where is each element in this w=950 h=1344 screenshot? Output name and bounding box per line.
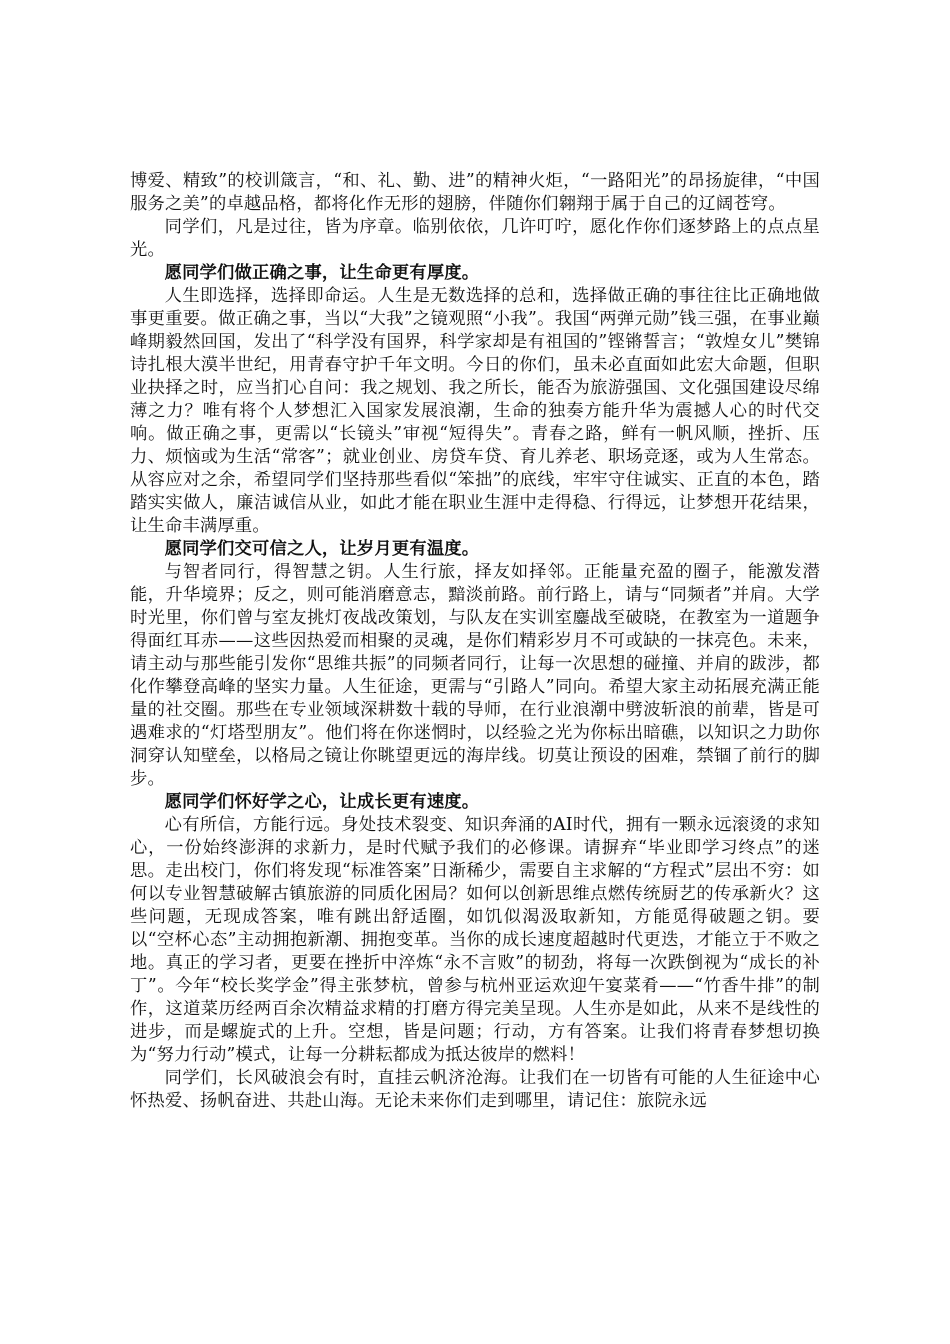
document-body	[130, 170, 820, 1113]
paragraph-closing: 同学们，长风破浪会有时，直挂云帆济沧海。让我们在一切皆有可能的人生征途中心怀热爱、扬帆奋进、共赴山海。无论未来你们走到哪里，请记住：旅院永远	[130, 1068, 820, 1111]
paragraph-trustworthy-friends: 与智者同行，得智慧之钥。人生行旅，择友如择邻。正能量充盈的圈子，能激发潜能，升华境界；反之，则可能消磨意志，黯淡前路。前行路上，请与“同频者”并肩。大学时光里，你们曾与室友挑灯夜战改策划，与队友在实训室鏖战至破晓，在教室为一道题争得面红耳赤——这些因热爱而相聚的灵魂，是你们精彩岁月不可或缺的一抹亮色。未来，请主动与那些能引发你“思维共振”的同频者同行，让每一次思想的碰撞、并肩的跋涉，都化作攀登高峰的坚实力量。人生征途，更需与“引路人”同向。希望大家主动拓展充满正能量的社交圈。那些在专业领域深耕数十载的导师，在行业浪潮中劈波斩浪的前辈，皆是可遇难求的“灯塔型朋友”。他们将在你迷惘时，以经验之光为你标出暗礁，以知识之力助你洞穿认知壁垒，以格局之镜让你眺望更远的海岸线。切莫让预设的困难，禁锢了前行的脚步。	[130, 562, 820, 789]
section-heading-trustworthy-friends: 愿同学们交可信之人，让岁月更有温度。	[164, 539, 480, 559]
paragraph-right-things: 人生即选择，选择即命运。人生是无数选择的总和，选择做正确的事往往比正确地做事更重要。做正确之事，当以“大我”之镜观照“小我”。我国“两弹元勋”钱三强，在事业巅峰期毅然回国，发出了“科学没有国界，科学家却是有祖国的”铿锵誓言；“敦煌女儿”樊锦诗扎根大漠半世纪，用青春守护千年文明。今日的你们，虽未必直面如此宏大命题，但职业抉择之时，应当扪心自问：我之规划、我之所长，能否为旅游强国、文化强国建设尽绵薄之力？唯有将个人梦想汇入国家发展浪潮，生命的独奏方能升华为震撼人心的时代交响。做正确之事，更需以“长镜头”审视“短得失”。青春之路，鲜有一帆风顺，挫折、压力、烦恼或为生活“常客”；就业创业、房贷车贷、育儿养老、职场竞逐，或为人生常态。从容应对之余，希望同学们坚持那些看似“笨拙”的底线，牢牢守住诚实、正直的本色，踏踏实实做人，廉洁诚信从业，如此才能在职业生涯中走得稳、行得远，让梦想开花结果，让生命丰满厚重。	[130, 286, 820, 536]
paragraph-eager-learning: 心有所信，方能行远。身处技术裂变、知识奔涌的AI时代，拥有一颗永远滚烫的求知心，一份始终澎湃的求新力，是时代赋予我们的必修课。请摒弃“毕业即学习终点”的迷思。走出校门，你们将发现“标准答案”日渐稀少，需要自主求解的“方程式”层出不穷：如何以专业智慧破解古镇旅游的同质化困局？如何以创新思维点燃传统厨艺的传承新火？这些问题，无现成答案，唯有跳出舒适圈，如饥似渴汲取新知，方能觅得破题之钥。要以“空杯心态”主动拥抱新潮、拥抱变革。当你的成长速度超越时代更迭，才能立于不败之地。真正的学习者，更要在挫折中淬炼“永不言败”的韧劲，将每一次跌倒视为“成长的补丁”。今年“校长奖学金”得主张梦杭，曾参与杭州亚运欢迎午宴菜肴——“竹香牛排”的制作，这道菜历经两百余次精益求精的打磨方得完美呈现。人生亦是如此，从来不是线性的进步，而是螺旋式的上升。空想，皆是问题；行动，方有答案。让我们将青春梦想切换为“努力行动”模式，让每一分耕耘都成为抵达彼岸的燃料！	[130, 815, 820, 1065]
paragraph-farewell: 同学们，凡是过往，皆为序章。临别依依，几许叮咛，愿化作你们逐梦路上的点点星光。	[130, 217, 820, 260]
paragraph-motto-continuation: 博爱、精致”的校训箴言，“和、礼、勤、进”的精神火炬，“一路阳光”的昂扬旋律，“中国服务之美”的卓越品格，都将化作无形的翅膀，伴随你们翱翔于属于自己的辽阔苍穹。	[130, 171, 820, 214]
section-heading-eager-learning: 愿同学们怀好学之心，让成长更有速度。	[164, 792, 480, 812]
section-heading-right-things: 愿同学们做正确之事，让生命更有厚度。	[164, 263, 480, 283]
